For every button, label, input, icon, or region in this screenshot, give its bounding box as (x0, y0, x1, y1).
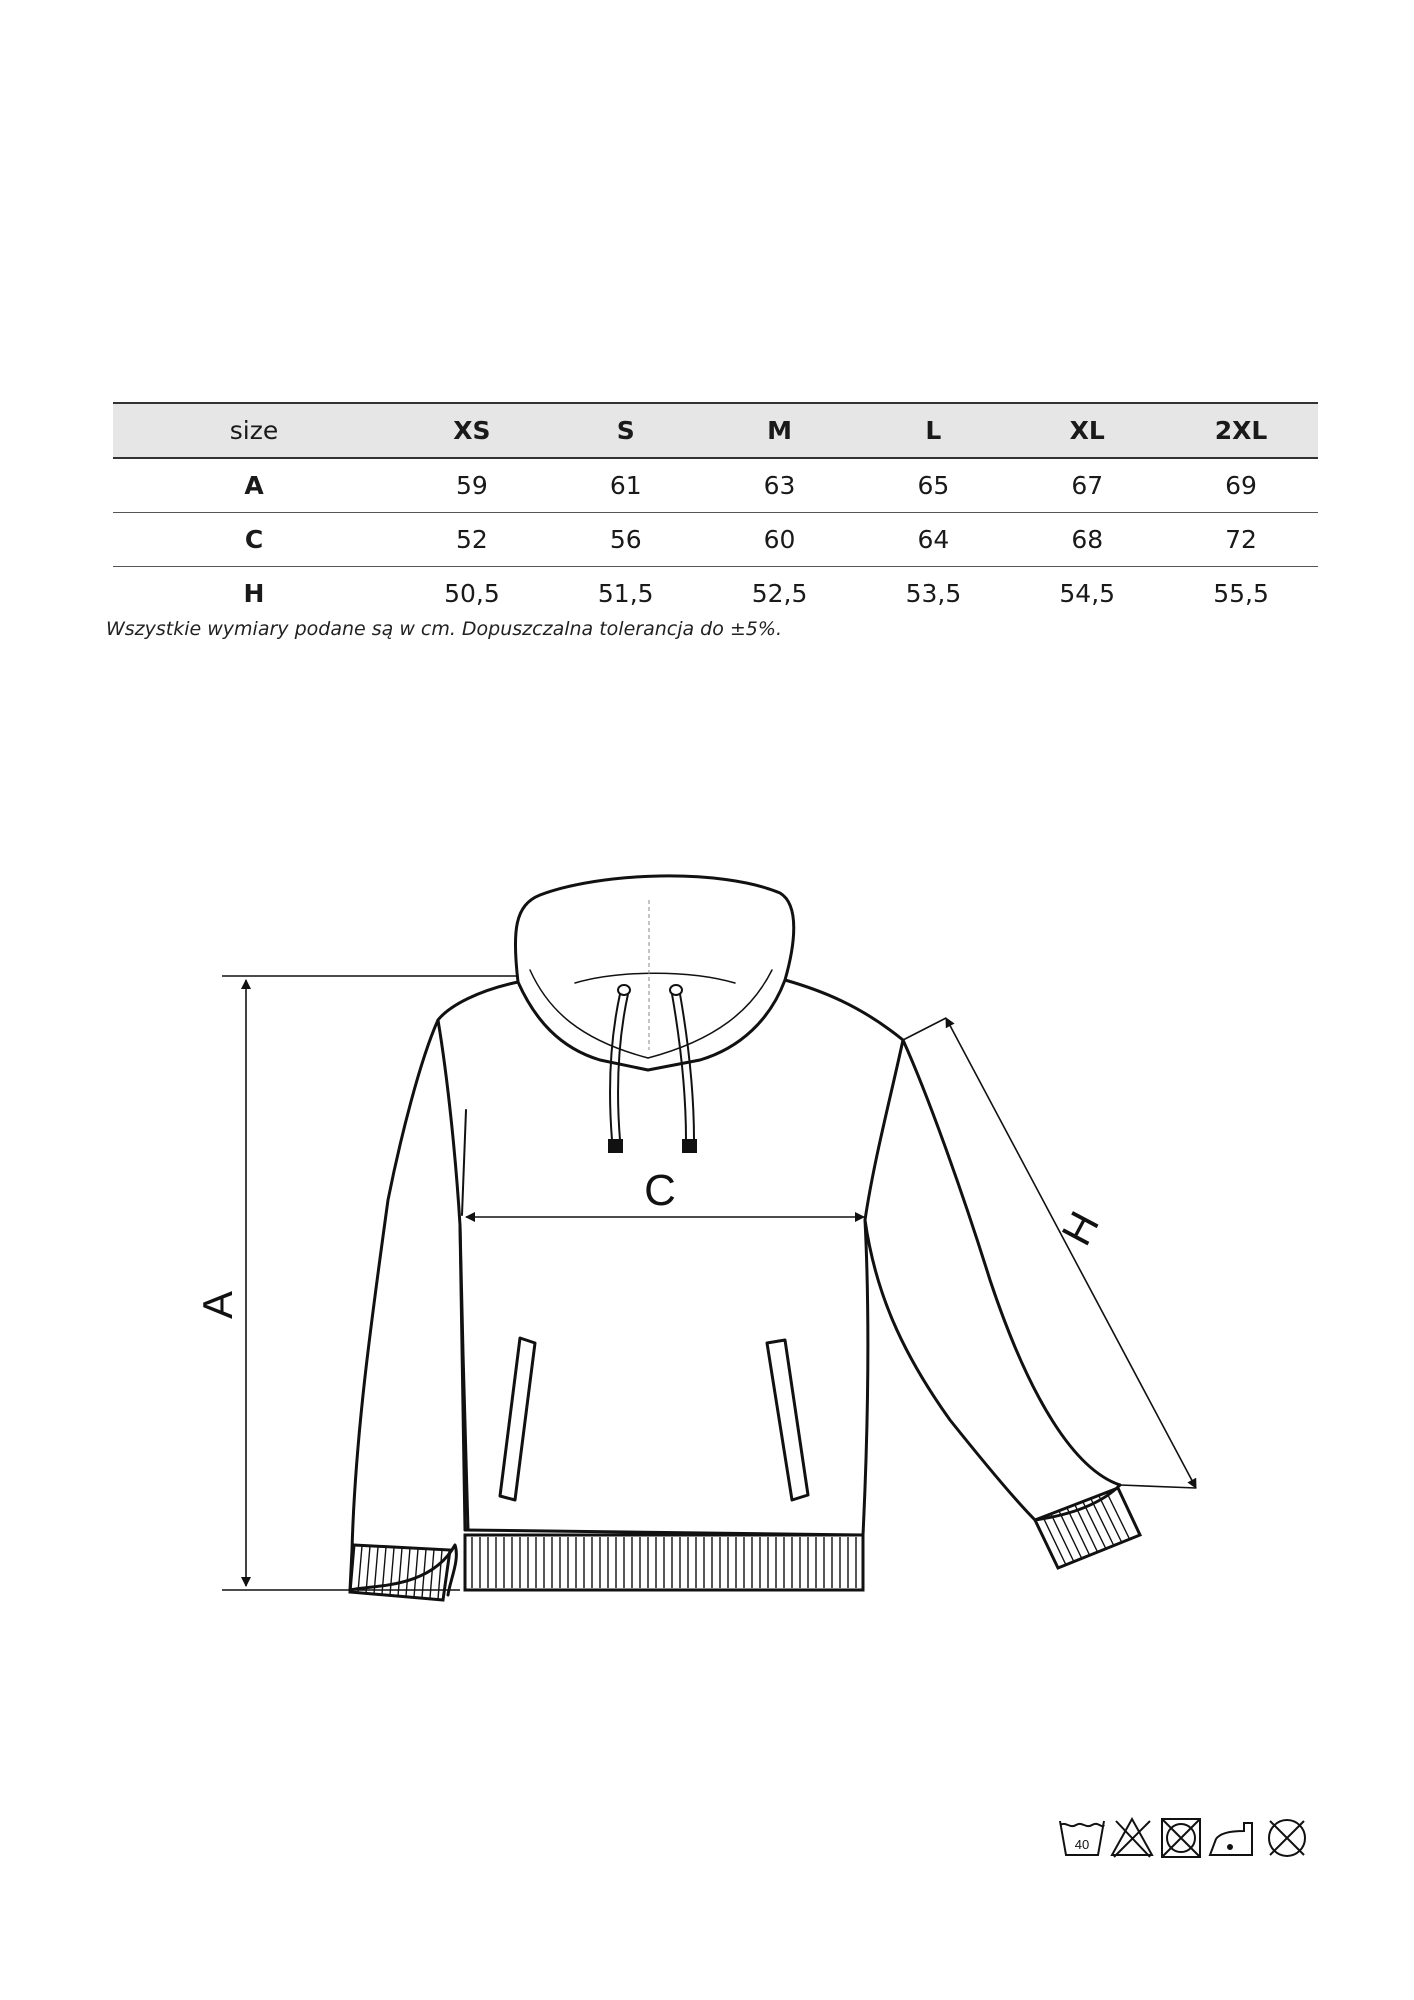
table-cell: 59 (395, 458, 549, 513)
table-cell: 65 (856, 458, 1010, 513)
tolerance-note: Wszystkie wymiary podane są w cm. Dopuszczalna tolerancja do ±5%. (106, 618, 782, 640)
table-cell: 64 (856, 513, 1010, 567)
right-cuff-ribbing (1035, 1488, 1140, 1568)
size-column-label: size (113, 403, 395, 458)
table-cell: 68 (1010, 513, 1164, 567)
table-cell: 51,5 (597, 579, 654, 608)
table-cell: 52,5 (751, 579, 808, 608)
row-label: A (113, 458, 395, 513)
size-2xl: 2XL (1164, 403, 1318, 458)
table-cell: 61 (549, 458, 703, 513)
iron-low-icon (1210, 1823, 1252, 1855)
care-symbols (1058, 1815, 1314, 1861)
no-dry-clean-icon (1269, 1820, 1305, 1856)
size-xs: XS (395, 403, 549, 458)
wash-temperature: 40 (1074, 1837, 1090, 1852)
dimension-a-label: A (194, 1290, 241, 1320)
wash-40-icon (1060, 1821, 1104, 1855)
table-cell: 52 (395, 513, 549, 567)
no-bleach-icon (1112, 1819, 1152, 1857)
table-cell: 53,5 (905, 579, 962, 608)
table-cell: 54,5 (1059, 579, 1116, 608)
table-cell: 50,5 (444, 579, 500, 608)
table-cell: 67 (1010, 458, 1164, 513)
no-tumble-dry-icon (1162, 1819, 1200, 1857)
row-label: H (243, 579, 265, 608)
table-cell: 60 (703, 513, 857, 567)
size-s: S (549, 403, 703, 458)
table-cell: 69 (1164, 458, 1318, 513)
table-cell: 63 (703, 458, 857, 513)
table-cell: 56 (549, 513, 703, 567)
table-cell: 55,5 (1213, 579, 1269, 608)
dimension-a (222, 976, 518, 1590)
dimension-c-label: C (644, 1166, 676, 1215)
size-m: M (703, 403, 857, 458)
size-xl: XL (1010, 403, 1164, 458)
hoodie-outline (350, 876, 1120, 1595)
row-label: C (113, 513, 395, 567)
hem-ribbing (465, 1535, 863, 1590)
table-cell: 72 (1164, 513, 1318, 567)
size-l: L (856, 403, 1010, 458)
dimension-h-label: H (1052, 1203, 1109, 1253)
left-cuff-ribbing (350, 1545, 450, 1600)
